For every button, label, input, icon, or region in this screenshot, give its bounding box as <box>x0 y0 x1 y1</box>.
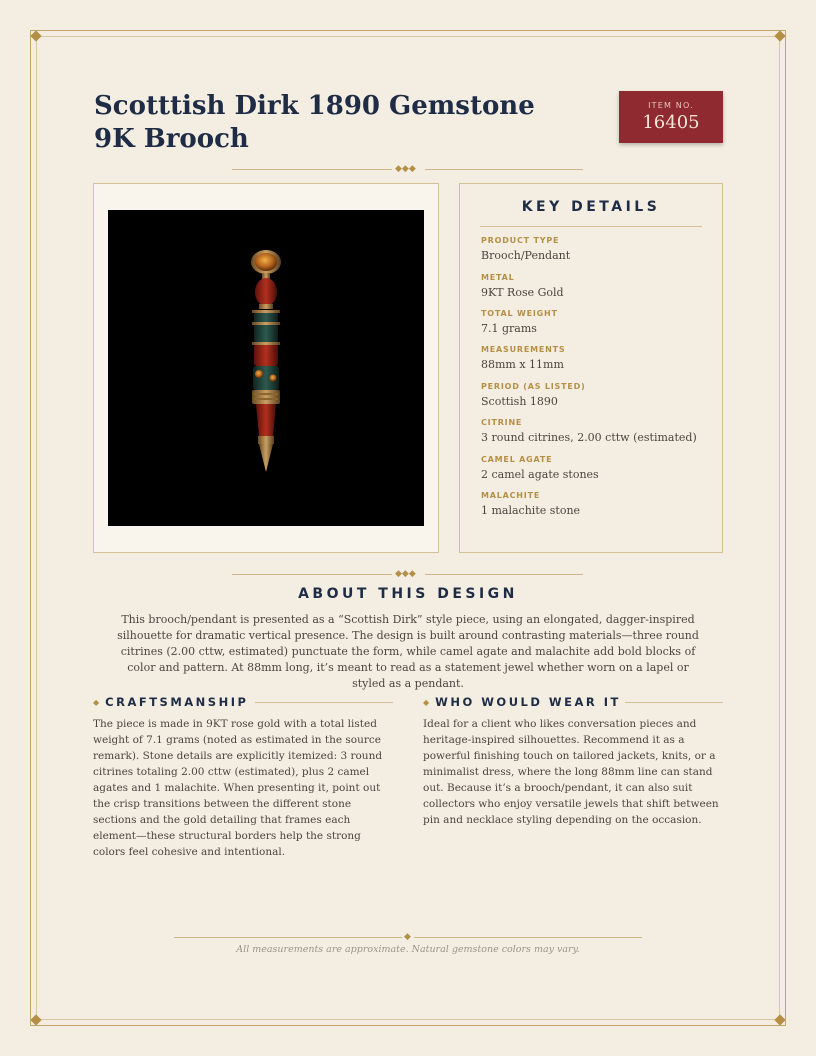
detail-malachite <box>481 491 711 519</box>
product-image <box>108 210 424 526</box>
about-heading: ABOUT THIS DESIGN <box>298 586 518 602</box>
detail-value: 88mm x 11mm <box>481 358 564 371</box>
item-number-label: ITEM NO. <box>648 101 694 110</box>
divider-ornament-icon: ◆◆◆ <box>395 164 416 174</box>
header-divider <box>232 169 392 170</box>
detail-period <box>481 382 711 410</box>
divider-ornament-icon: ◆ <box>404 932 411 942</box>
detail-value: 1 malachite stone <box>481 504 581 517</box>
detail-value: 3 round citrines, 2.00 cttw (estimated) <box>481 431 697 444</box>
item-number-badge <box>619 91 723 143</box>
footnote: All measurements are approximate. Natural gemstone colors may vary. <box>236 944 580 955</box>
detail-measurements <box>481 345 711 373</box>
item-number-value: 16405 <box>642 112 700 133</box>
about-divider <box>425 574 583 575</box>
dirk-brooch-illustration <box>108 210 424 526</box>
key-details-heading: KEY DETAILS <box>521 199 661 215</box>
detail-label: PERIOD (AS LISTED) <box>481 382 586 391</box>
detail-label: CITRINE <box>481 418 523 427</box>
detail-value: 2 camel agate stones <box>481 468 599 481</box>
craftsmanship-text: The piece is made in 9KT rose gold with a total listed weight of 7.1 grams (noted as estimated in the source remark). Stone details are explicitly itemized: 3 round citrines totaling 2.00 cttw (estimated), plus 2 camel agates and 1 malachite. When presenting it, point out the crisp transitions between the different stone sections and the gold detailing that frames each element—these structural borders help the strong colors feel cohesive and intentional. <box>93 718 383 858</box>
detail-value: 9KT Rose Gold <box>481 286 564 299</box>
detail-metal <box>481 273 711 301</box>
detail-label: MALACHITE <box>481 491 541 500</box>
footer-divider <box>414 937 642 938</box>
detail-total-weight <box>481 309 711 337</box>
key-details-divider <box>480 226 702 227</box>
divider-ornament-icon: ◆◆◆ <box>395 569 416 579</box>
detail-camel-agate <box>481 455 711 483</box>
about-divider <box>232 574 392 575</box>
page-title: Scotttish Dirk 1890 Gemstone 9K Brooch <box>94 91 535 154</box>
craftsmanship-heading <box>93 695 248 711</box>
detail-value: Scottish 1890 <box>481 395 558 408</box>
who-would-wear-rule <box>625 702 723 703</box>
detail-label: PRODUCT TYPE <box>481 236 560 245</box>
detail-value: 7.1 grams <box>481 322 537 335</box>
who-would-wear-heading <box>423 695 621 711</box>
craftsmanship-heading-text: CRAFTSMANSHIP <box>105 695 249 709</box>
about-text: This brooch/pendant is presented as a “Scottish Dirk” style piece, using an elongated, dagger-inspired silhouette for dramatic vertical presence. The design is built around contrasting materials—three round citrines (2.00 cttw, estimated) punctuate the form, while camel agate and malachite add bold blocks of color and pattern. At 88mm long, it’s meant to read as a statement jewel whether worn on a lapel or styled as a pendant. <box>117 613 699 690</box>
detail-label: TOTAL WEIGHT <box>481 309 558 318</box>
diamond-bullet-icon: ◆ <box>423 698 430 707</box>
detail-value: Brooch/Pendant <box>481 249 571 262</box>
detail-label: METAL <box>481 273 515 282</box>
who-would-wear-heading-text: WHO WOULD WEAR IT <box>435 695 621 709</box>
who-would-wear-text: Ideal for a client who likes conversation pieces and heritage-inspired silhouettes. Recommend it as a powerful finishing touch on tailored jackets, knits, or a minimalist dress, where the long 88mm line can stand out. Because it’s a brooch/pendant, it can also suit collectors who enjoy versatile jewels that shift between pin and necklace styling depending on the occasion. <box>423 718 719 826</box>
footer-divider <box>174 937 402 938</box>
detail-label: CAMEL AGATE <box>481 455 553 464</box>
detail-label: MEASUREMENTS <box>481 345 566 354</box>
header-divider <box>425 169 583 170</box>
craftsmanship-rule <box>255 702 393 703</box>
diamond-bullet-icon: ◆ <box>93 698 100 707</box>
detail-product-type <box>481 236 711 264</box>
detail-citrine <box>481 418 711 446</box>
